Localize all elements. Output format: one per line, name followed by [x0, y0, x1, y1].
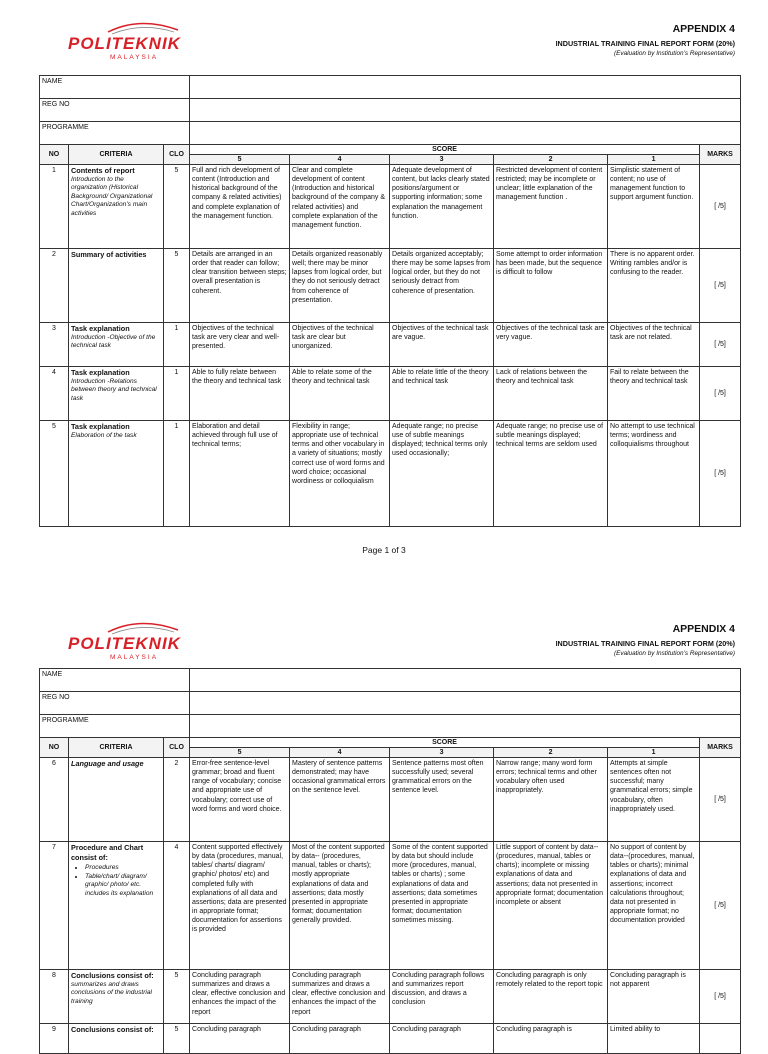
score-4-desc: Mastery of sentence patterns demonstrated; may have occasional grammatical errors on the sentence level.: [290, 758, 390, 842]
score-3-desc: Able to relate little of the theory and technical task: [390, 367, 494, 421]
marks-field[interactable]: [ /5]: [700, 758, 741, 842]
score-5-desc: Able to fully relate between the theory and technical task: [190, 367, 290, 421]
programme-field[interactable]: [190, 715, 741, 738]
col-score-1: 1: [608, 748, 700, 758]
header-row: [40, 145, 741, 155]
col-clo: CLO: [164, 738, 190, 758]
score-3-desc: Some of the content supported by data but should include more (procedures, manual, tables or charts) ; some explanations of data and assertions; data sometimes presented in appropriate format; documentation sometimes missing.: [390, 842, 494, 970]
score-3-desc: Details organized acceptably; there may be some lapses from logical order, but they do not seriously detract from coherence of presentation.: [390, 249, 494, 323]
reg-label: REG NO: [40, 99, 190, 122]
criteria-cell: [69, 970, 164, 1024]
name-field[interactable]: [190, 669, 741, 692]
score-4-desc: Most of the content supported by data-- (procedures, manual, tables or charts); mostly appropriate explanations of data and assertions; data mostly presented in appropriate format; documentation generally provided.: [290, 842, 390, 970]
criteria-desc: Introduction to the organization (Historical Background/ Organizational Chart/Organization’s main activities: [71, 175, 153, 217]
row-no: 8: [40, 970, 69, 1024]
clo-value: 4: [164, 842, 190, 970]
criteria-desc: Elaboration of the task: [71, 431, 137, 439]
score-2-desc: Little support of content by data-- (procedures, manual, tables or charts); incomplete or missing explanations of data and assertions; data not presented in appropriate format; documentation incomplete or absent: [494, 842, 608, 970]
name-row: [40, 76, 741, 99]
score-3-desc: Adequate development of content, but lacks clearly stated positions/argument or supporting information; some explanation the management function.: [390, 165, 494, 249]
programme-row: [40, 122, 741, 145]
reg-field[interactable]: [190, 99, 741, 122]
criteria-cell: [69, 842, 164, 970]
score-2-desc: Lack of relations between the theory and technical task: [494, 367, 608, 421]
row-no: 2: [40, 249, 69, 323]
programme-field[interactable]: [190, 122, 741, 145]
programme-row: [40, 715, 741, 738]
score-1-desc: There is no apparent order. Writing rambles and/or is confusing to the reader.: [608, 249, 700, 323]
criteria-desc: Introduction -Relations between theory and technical task: [71, 377, 157, 402]
reg-row: [40, 692, 741, 715]
score-5-desc: Concluding paragraph: [190, 1024, 290, 1054]
appendix-label: APPENDIX 4: [672, 23, 735, 35]
col-score-4: 4: [290, 748, 390, 758]
criteria-title: Summary of activities: [71, 250, 147, 260]
appendix-block: [556, 623, 735, 657]
score-1-desc: Attempts at simple sentences often not successful; many grammatical errors; simple vocabulary, often inappropriately used.: [608, 758, 700, 842]
programme-label: PROGRAMME: [40, 122, 190, 145]
score-2-desc: Some attempt to order information has been made, but the sequence is difficult to follow: [494, 249, 608, 323]
name-row: [40, 669, 741, 692]
clo-value: 1: [164, 421, 190, 527]
score-1-desc: Concluding paragraph is not apparent: [608, 970, 700, 1024]
clo-value: 5: [164, 970, 190, 1024]
criteria-title: Task explanation: [71, 324, 130, 334]
form-subtitle: (Evaluation by Institution’s Representative): [613, 650, 735, 657]
score-4-desc: Clear and complete development of content (Introduction and historical background of the company & related activities) and complete explanation of the management function.: [290, 165, 390, 249]
criteria-cell: [69, 367, 164, 421]
row-no: 7: [40, 842, 69, 970]
clo-value: 5: [164, 165, 190, 249]
politeknik-logo: [68, 18, 188, 64]
table-row: [40, 323, 741, 367]
logo-subtext: MALAYSIA: [110, 54, 159, 61]
logo-text: POLITEKNIK: [68, 34, 181, 53]
col-score: SCORE: [190, 145, 700, 155]
score-2-desc: Objectives of the technical task are very vague.: [494, 323, 608, 367]
table-row: [40, 165, 741, 249]
page-number: Page 1 of 3: [362, 545, 406, 555]
clo-value: 1: [164, 323, 190, 367]
evaluation-table: [39, 668, 741, 1054]
score-2-desc: Adequate range; no precise use of subtle meanings displayed; technical terms are seldom used: [494, 421, 608, 527]
marks-field[interactable]: [ /5]: [700, 323, 741, 367]
col-criteria: CRITERIA: [69, 738, 164, 758]
col-score-4: 4: [290, 155, 390, 165]
criteria-title: Conclusions consist of:: [71, 971, 154, 981]
name-label: NAME: [40, 669, 190, 692]
bullet-item: • Table/chart/ diagram/ graphic/ photo/ etc. includes its explanation: [85, 873, 161, 899]
name-label: NAME: [40, 76, 190, 99]
marks-field[interactable]: [ /5]: [700, 421, 741, 527]
row-no: 1: [40, 165, 69, 249]
form-subtitle: (Evaluation by Institution’s Representative): [613, 50, 735, 57]
marks-field[interactable]: [ /5]: [700, 970, 741, 1024]
reg-row: [40, 99, 741, 122]
score-5-desc: Content supported effectively by data (procedures, manual, tables/ charts/ diagram/ graphic/ photos/ etc) and completed fully with explanations of all data and assertions; data are presented in appropriate format; documentation for assertions is provided: [190, 842, 290, 970]
table-row: [40, 249, 741, 323]
form-title: INDUSTRIAL TRAINING FINAL REPORT FORM (20%): [555, 639, 735, 648]
logo-subtext: MALAYSIA: [110, 654, 159, 661]
marks-field[interactable]: [ /5]: [700, 249, 741, 323]
clo-value: 5: [164, 1024, 190, 1054]
logo-text: POLITEKNIK: [68, 634, 181, 653]
table-row: [40, 842, 741, 970]
reg-field[interactable]: [190, 692, 741, 715]
clo-value: 2: [164, 758, 190, 842]
col-score: SCORE: [190, 738, 700, 748]
score-1-desc: No support of content by data--(procedures, manual, tables or charts); minimal explanations of data and assertions; incorrect calculations throughout; data not presented in appropriate format; no documentation provided: [608, 842, 700, 970]
col-score-5: 5: [190, 155, 290, 165]
score-4-desc: Objectives of the technical task are clear but unorganized.: [290, 323, 390, 367]
score-3-desc: Sentence patterns most often successfully used; several grammatical errors on the sentence level.: [390, 758, 494, 842]
marks-field[interactable]: [ /5]: [700, 842, 741, 970]
criteria-title: Task explanation: [71, 422, 130, 432]
criteria-bullets: [71, 864, 161, 898]
row-no: 3: [40, 323, 69, 367]
bullet-item: • Procedures: [85, 864, 161, 873]
row-no: 4: [40, 367, 69, 421]
name-field[interactable]: [190, 76, 741, 99]
col-no: NO: [40, 738, 69, 758]
col-score-2: 2: [494, 155, 608, 165]
score-3-desc: Objectives of the technical task are vague.: [390, 323, 494, 367]
score-5-desc: Details are arranged in an order that reader can follow; clear transition between steps; overall presentation is coherent.: [190, 249, 290, 323]
form-title: INDUSTRIAL TRAINING FINAL REPORT FORM (20%): [555, 39, 735, 48]
marks-field[interactable]: [700, 1024, 741, 1054]
col-clo: CLO: [164, 145, 190, 165]
reg-label: REG NO: [40, 692, 190, 715]
marks-field[interactable]: [ /5]: [700, 367, 741, 421]
criteria-desc: Introduction -Objective of the technical task: [71, 333, 156, 350]
marks-field[interactable]: [ /5]: [700, 165, 741, 249]
criteria-title: Contents of report: [71, 166, 135, 176]
score-2-desc: Narrow range; many word form errors; technical terms and other vocabulary often used inappropriately.: [494, 758, 608, 842]
score-4-desc: Able to relate some of the theory and technical task: [290, 367, 390, 421]
score-3-desc: Concluding paragraph: [390, 1024, 494, 1054]
score-4-desc: Concluding paragraph: [290, 1024, 390, 1054]
criteria-cell: [69, 323, 164, 367]
clo-value: 1: [164, 367, 190, 421]
score-5-desc: Full and rich development of content (Introduction and historical background of the company & related activities) and complete explanation of the management function.: [190, 165, 290, 249]
politeknik-logo: [68, 618, 188, 664]
criteria-title: Procedure and Chart consist of:: [71, 843, 144, 862]
evaluation-table: [39, 75, 741, 527]
criteria-cell: [69, 249, 164, 323]
criteria-cell: [69, 1024, 164, 1054]
score-5-desc: Elaboration and detail achieved through full use of technical terms;: [190, 421, 290, 527]
score-3-desc: Adequate range; no precise use of subtle meanings displayed; technical terms only used occasionally;: [390, 421, 494, 527]
score-1-desc: Fail to relate between the theory and technical task: [608, 367, 700, 421]
page-2: [0, 600, 768, 1035]
col-score-1: 1: [608, 155, 700, 165]
col-score-3: 3: [390, 748, 494, 758]
score-1-desc: Limited ability to: [608, 1024, 700, 1054]
score-4-desc: Flexibility in range; appropriate use of technical terms and other vocabulary in a variety of situations; mostly correct use of word forms and word choice; occasional wordiness or colloquialism: [290, 421, 390, 527]
col-score-5: 5: [190, 748, 290, 758]
score-5-desc: Objectives of the technical task are very clear and well-presented.: [190, 323, 290, 367]
col-no: NO: [40, 145, 69, 165]
table-row: [40, 421, 741, 527]
criteria-title: Conclusions consist of:: [71, 1025, 154, 1035]
score-2-desc: Restricted development of content restricted; may be incomplete or unclear; little explanation of the management function .: [494, 165, 608, 249]
col-score-2: 2: [494, 748, 608, 758]
page-header: [0, 0, 768, 70]
clo-value: 5: [164, 249, 190, 323]
col-criteria: CRITERIA: [69, 145, 164, 165]
score-1-desc: Objectives of the technical task are not related.: [608, 323, 700, 367]
col-marks: MARKS: [700, 145, 741, 165]
col-marks: MARKS: [700, 738, 741, 758]
score-5-desc: Error-free sentence-level grammar; broad and fluent range of vocabulary; concise and appropriate use of vocabulary; correct use of word forms and word choice.: [190, 758, 290, 842]
row-no: 5: [40, 421, 69, 527]
criteria-cell: [69, 165, 164, 249]
col-score-3: 3: [390, 155, 494, 165]
row-no: 9: [40, 1024, 69, 1054]
score-5-desc: Concluding paragraph summarizes and draws a clear, effective conclusion and enhances the impact of the report: [190, 970, 290, 1024]
score-2-desc: Concluding paragraph is only remotely related to the report topic: [494, 970, 608, 1024]
appendix-block: [556, 23, 735, 57]
score-4-desc: Details organized reasonably well; there may be minor lapses from logical order, but they do not seriously detract from coherence of presentation.: [290, 249, 390, 323]
criteria-cell: [69, 758, 164, 842]
appendix-label: APPENDIX 4: [672, 623, 735, 635]
header-row: [40, 738, 741, 748]
score-1-desc: No attempt to use technical terms; wordiness and colloquialisms throughout: [608, 421, 700, 527]
table-row: [40, 758, 741, 842]
score-1-desc: Simplistic statement of content; no use of management function to support argument function.: [608, 165, 700, 249]
row-no: 6: [40, 758, 69, 842]
criteria-title: Task explanation: [71, 368, 130, 378]
page-header: [0, 600, 768, 670]
criteria-cell: [69, 421, 164, 527]
criteria-desc: summarizes and draws conclusions of the industrial training: [71, 980, 153, 1005]
score-2-desc: Concluding paragraph is: [494, 1024, 608, 1054]
score-4-desc: Concluding paragraph summarizes and draws a clear, effective conclusion and enhances the impact of the report: [290, 970, 390, 1024]
programme-label: PROGRAMME: [40, 715, 190, 738]
table-row: [40, 367, 741, 421]
table-row: [40, 970, 741, 1024]
score-3-desc: Concluding paragraph follows and summarizes report discussion, and draws a conclusion: [390, 970, 494, 1024]
table-row: [40, 1024, 741, 1054]
criteria-title: Language and usage: [71, 759, 144, 769]
